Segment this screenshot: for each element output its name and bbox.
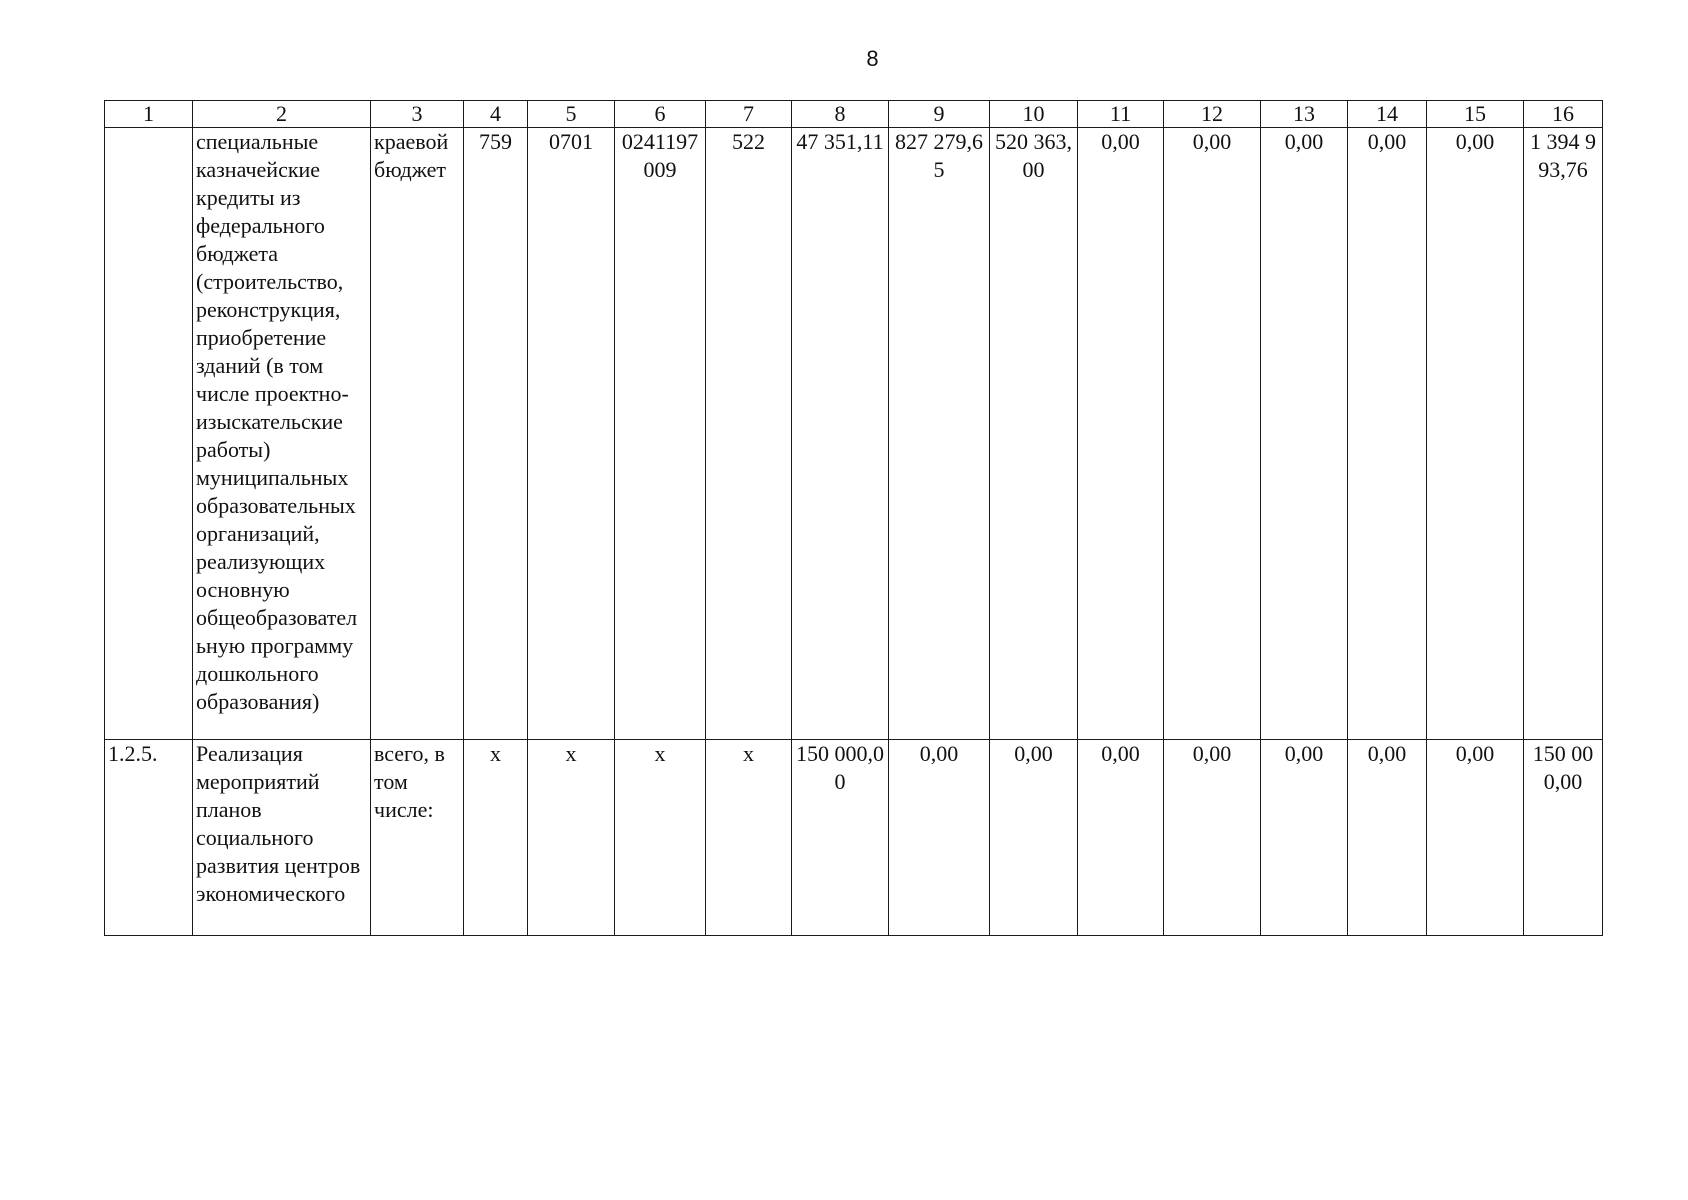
description-cell: Реализация мероприятий планов социального развития центров экономического: [193, 740, 371, 936]
section-code-cell: х: [528, 740, 615, 936]
section-code-cell: 0701: [528, 128, 615, 740]
grbs-code-cell: х: [464, 740, 528, 936]
table-row: [105, 740, 1603, 936]
amount-cell: 150 000,00: [792, 740, 889, 936]
funding-source-cell: всего, в том числе:: [371, 740, 464, 936]
amount-cell: 827 279,65: [889, 128, 990, 740]
col-header-3: 3: [371, 101, 464, 128]
expense-type-cell: 522: [706, 128, 792, 740]
header-row: [105, 101, 1603, 128]
amount-cell: 0,00: [1348, 740, 1427, 936]
col-header-11: 11: [1078, 101, 1164, 128]
amount-cell: 0,00: [1427, 128, 1524, 740]
target-article-cell: 0241197009: [615, 128, 706, 740]
col-header-6: 6: [615, 101, 706, 128]
col-header-12: 12: [1164, 101, 1261, 128]
grbs-code-cell: 759: [464, 128, 528, 740]
col-header-8: 8: [792, 101, 889, 128]
funding-source-cell: краевой бюджет: [371, 128, 464, 740]
col-header-1: 1: [105, 101, 193, 128]
col-header-5: 5: [528, 101, 615, 128]
table-row: [105, 128, 1603, 740]
amount-cell: 0,00: [1078, 740, 1164, 936]
amount-cell: 0,00: [1261, 128, 1348, 740]
col-header-4: 4: [464, 101, 528, 128]
expense-type-cell: х: [706, 740, 792, 936]
row-number-cell: [105, 128, 193, 740]
amount-cell: 0,00: [1164, 128, 1261, 740]
page-number: 8: [866, 46, 879, 71]
amount-cell: 0,00: [1348, 128, 1427, 740]
budget-table: [104, 100, 1603, 936]
amount-cell: 0,00: [1427, 740, 1524, 936]
col-header-9: 9: [889, 101, 990, 128]
amount-cell: 0,00: [1164, 740, 1261, 936]
amount-cell: 0,00: [1261, 740, 1348, 936]
amount-cell: 47 351,11: [792, 128, 889, 740]
amount-cell: 0,00: [990, 740, 1078, 936]
total-cell: 150 000,00: [1524, 740, 1603, 936]
col-header-13: 13: [1261, 101, 1348, 128]
amount-cell: 0,00: [1078, 128, 1164, 740]
target-article-cell: х: [615, 740, 706, 936]
description-cell: специальные казначейские кредиты из федерального бюджета (строительство, реконструкция, приобретение зданий (в том числе проектно-изыскательские работы) муниципальных образовательных организаций, реализующих основную общеобразовательную программу дошкольного образования): [193, 128, 371, 740]
col-header-15: 15: [1427, 101, 1524, 128]
amount-cell: 0,00: [889, 740, 990, 936]
amount-cell: 520 363,00: [990, 128, 1078, 740]
col-header-14: 14: [1348, 101, 1427, 128]
total-cell: 1 394 993,76: [1524, 128, 1603, 740]
col-header-10: 10: [990, 101, 1078, 128]
col-header-16: 16: [1524, 101, 1603, 128]
col-header-2: 2: [193, 101, 371, 128]
row-number-cell: 1.2.5.: [105, 740, 193, 936]
col-header-7: 7: [706, 101, 792, 128]
